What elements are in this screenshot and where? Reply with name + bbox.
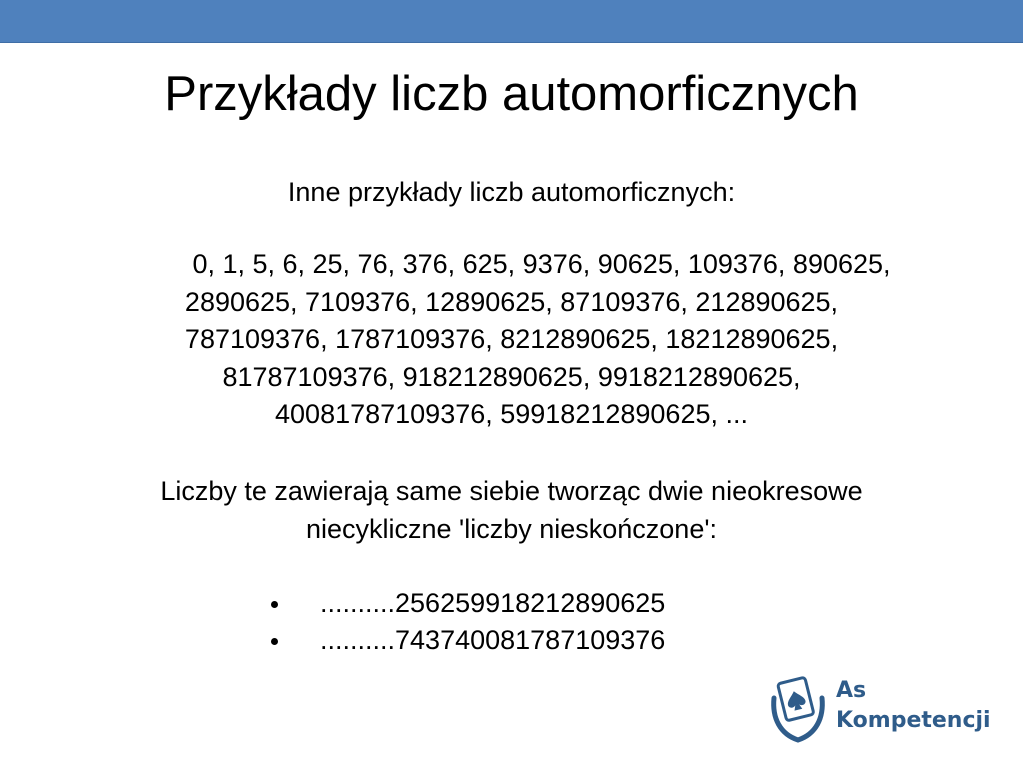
description-text <box>0 473 1023 548</box>
list-item-text: ..........743740081787109376 <box>320 625 666 655</box>
number-line-1: 0, 1, 5, 6, 25, 76, 376, 625, 9376, 90625, 109376, 890625, <box>192 249 891 279</box>
automorphic-number-list <box>0 246 1023 434</box>
bullet-dot-icon <box>271 638 278 645</box>
description-line-1: Liczby te zawierają same siebie tworząc dwie nieokresowe <box>160 476 863 506</box>
list-item-text: ..........256259918212890625 <box>320 588 666 618</box>
logo-text-line-1: As <box>836 678 867 703</box>
list-item <box>0 622 1023 659</box>
number-line-4: 81787109376, 918212890625, 9918212890625, <box>222 361 801 392</box>
number-line-5: 40081787109376, 59918212890625, ... <box>275 399 748 429</box>
slide-title: Przykłady liczb automorficznych <box>164 67 859 121</box>
bullet-dot-icon <box>271 601 278 608</box>
list-item <box>0 585 1023 622</box>
logo-text <box>836 676 991 736</box>
description-line-2: niecykliczne 'liczby nieskończone': <box>306 513 717 544</box>
logo-text-line-2: Kompetencji <box>836 708 991 733</box>
card-spade-logo-icon <box>766 674 830 744</box>
number-line-2: 2890625, 7109376, 12890625, 87109376, 212890625, <box>184 286 839 317</box>
number-line-3: 787109376, 1787109376, 8212890625, 18212890625, <box>184 324 839 354</box>
infinite-numbers-list <box>0 585 1023 659</box>
as-kompetencji-logo <box>766 672 996 748</box>
top-accent-bar <box>0 0 1023 43</box>
slide-subtitle: Inne przykłady liczb automorficznych: <box>287 177 736 207</box>
